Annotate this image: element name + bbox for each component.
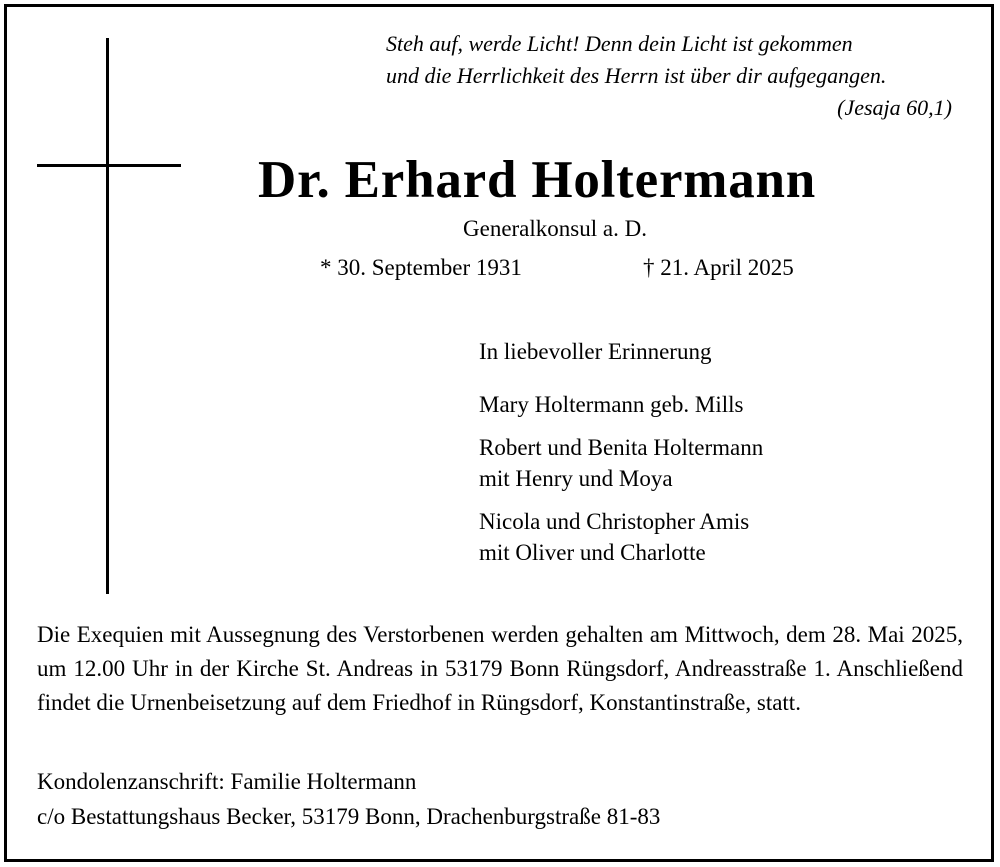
- cross-vertical-bar: [106, 38, 109, 594]
- service-notice: Die Exequien mit Aussegnung des Verstorbenen werden gehalten am Mittwoch, dem 28. Mai 2025, um 12.00 Uhr in der Kirche St. Andreas in 53179 Bonn Rüngsdorf, Andreasstraße 1. Anschließend findet die Urnenbeisetzung auf dem Friedhof in Rüngsdorf, Konstantinstraße, statt.: [37, 622, 963, 715]
- verse-line-1: Steh auf, werde Licht! Denn dein Licht ist gekommen: [386, 31, 853, 56]
- mourner-line-4: Nicola und Christopher Amis: [479, 509, 750, 534]
- condolence-line-2: c/o Bestattungshaus Becker, 53179 Bonn, Drachenburgstraße 81-83: [37, 804, 661, 829]
- condolence-line-1: Kondolenzanschrift: Familie Holtermann: [37, 769, 417, 794]
- verse-reference: (Jesaja 60,1): [837, 95, 952, 120]
- condolence-address: [37, 764, 963, 834]
- birth-date: * 30. September 1931: [320, 255, 522, 280]
- mourner-line-1: Mary Holtermann geb. Mills: [479, 392, 744, 417]
- cross-horizontal-bar: [37, 164, 181, 167]
- deceased-title: Generalkonsul a. D.: [463, 216, 647, 241]
- verse-line-2: und die Herrlichkeit des Herrn ist über dir aufgegangen.: [386, 63, 887, 88]
- death-date: † 21. April 2025: [643, 255, 794, 280]
- mourner-line-3: mit Henry und Moya: [479, 466, 673, 491]
- mourners-intro: In liebevoller Erinnerung: [479, 339, 712, 364]
- deceased-name: Dr. Erhard Holtermann: [258, 151, 817, 209]
- bible-verse: [386, 28, 952, 124]
- mourners-list: [479, 336, 763, 568]
- mourner-line-2: Robert und Benita Holtermann: [479, 435, 764, 460]
- mourner-line-5: mit Oliver und Charlotte: [479, 540, 706, 565]
